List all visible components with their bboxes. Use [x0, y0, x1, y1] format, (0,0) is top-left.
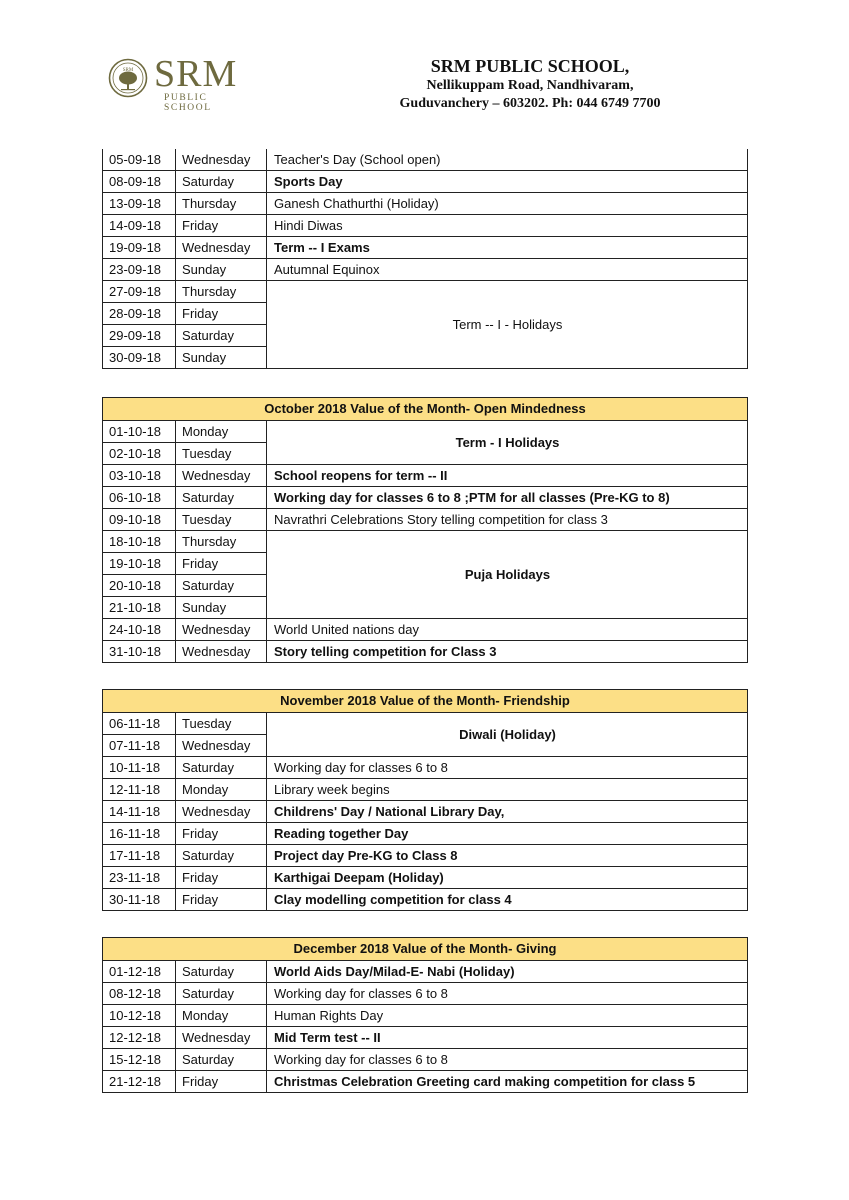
table-row	[103, 713, 748, 735]
date-cell: 30-11-18	[103, 889, 176, 911]
date-cell: 10-11-18	[103, 757, 176, 779]
day-cell: Wednesday	[176, 465, 267, 487]
table-row	[103, 1027, 748, 1049]
event-cell: Diwali (Holiday)	[267, 713, 748, 757]
table-row	[103, 845, 748, 867]
event-cell: World United nations day	[267, 619, 748, 641]
event-cell: Term - I Holidays	[267, 421, 748, 465]
december-calendar-table	[102, 937, 748, 1093]
day-cell: Friday	[176, 553, 267, 575]
date-cell: 03-10-18	[103, 465, 176, 487]
date-cell: 12-11-18	[103, 779, 176, 801]
event-cell: Teacher's Day (School open)	[267, 149, 748, 171]
table-row	[103, 193, 748, 215]
day-cell: Wednesday	[176, 619, 267, 641]
month-title: October 2018 Value of the Month- Open Mindedness	[103, 398, 748, 421]
month-header-row	[103, 398, 748, 421]
day-cell: Monday	[176, 421, 267, 443]
date-cell: 02-10-18	[103, 443, 176, 465]
date-cell: 21-12-18	[103, 1071, 176, 1093]
day-cell: Saturday	[176, 1049, 267, 1071]
event-cell: Project day Pre-KG to Class 8	[267, 845, 748, 867]
date-cell: 23-11-18	[103, 867, 176, 889]
month-title: November 2018 Value of the Month- Friendship	[103, 690, 748, 713]
month-header-row	[103, 690, 748, 713]
event-cell: Autumnal Equinox	[267, 259, 748, 281]
event-cell: Christmas Celebration Greeting card making competition for class 5	[267, 1071, 748, 1093]
day-cell: Wednesday	[176, 149, 267, 171]
november-calendar-table	[102, 689, 748, 911]
date-cell: 19-09-18	[103, 237, 176, 259]
month-header-row	[103, 938, 748, 961]
date-cell: 20-10-18	[103, 575, 176, 597]
table-row	[103, 1049, 748, 1071]
day-cell: Saturday	[176, 487, 267, 509]
day-cell: Friday	[176, 1071, 267, 1093]
table-row	[103, 619, 748, 641]
date-cell: 15-12-18	[103, 1049, 176, 1071]
event-cell: Working day for classes 6 to 8	[267, 983, 748, 1005]
day-cell: Thursday	[176, 193, 267, 215]
table-row	[103, 983, 748, 1005]
day-cell: Saturday	[176, 845, 267, 867]
day-cell: Wednesday	[176, 1027, 267, 1049]
logo-subtitle: PUBLIC SCHOOL	[164, 93, 212, 113]
september-calendar-table	[102, 149, 748, 369]
event-cell: Term -- I - Holidays	[267, 281, 748, 369]
day-cell: Friday	[176, 303, 267, 325]
school-address-line2: Guduvanchery – 603202. Ph: 044 6749 7700	[399, 96, 661, 111]
date-cell: 08-12-18	[103, 983, 176, 1005]
event-cell: Karthigai Deepam (Holiday)	[267, 867, 748, 889]
date-cell: 28-09-18	[103, 303, 176, 325]
date-cell: 19-10-18	[103, 553, 176, 575]
day-cell: Friday	[176, 215, 267, 237]
table-row	[103, 259, 748, 281]
date-cell: 08-09-18	[103, 171, 176, 193]
table-row	[103, 149, 748, 171]
event-cell: Sports Day	[267, 171, 748, 193]
date-cell: 18-10-18	[103, 531, 176, 553]
table-row	[103, 171, 748, 193]
event-cell: Library week begins	[267, 779, 748, 801]
school-logo	[108, 53, 258, 113]
event-cell: Mid Term test -- II	[267, 1027, 748, 1049]
day-cell: Monday	[176, 1005, 267, 1027]
day-cell: Sunday	[176, 597, 267, 619]
event-cell: World Aids Day/Milad-E- Nabi (Holiday)	[267, 961, 748, 983]
event-cell: Working day for classes 6 to 8 ;PTM for all classes (Pre-KG to 8)	[267, 487, 748, 509]
date-cell: 09-10-18	[103, 509, 176, 531]
day-cell: Tuesday	[176, 443, 267, 465]
event-cell: Hindi Diwas	[267, 215, 748, 237]
day-cell: Tuesday	[176, 509, 267, 531]
day-cell: Wednesday	[176, 735, 267, 757]
month-title: December 2018 Value of the Month- Giving	[103, 938, 748, 961]
table-row	[103, 215, 748, 237]
date-cell: 01-12-18	[103, 961, 176, 983]
october-calendar-table	[102, 397, 748, 663]
day-cell: Wednesday	[176, 801, 267, 823]
date-cell: 10-12-18	[103, 1005, 176, 1027]
date-cell: 21-10-18	[103, 597, 176, 619]
event-cell: Working day for classes 6 to 8	[267, 1049, 748, 1071]
table-row	[103, 867, 748, 889]
date-cell: 05-09-18	[103, 149, 176, 171]
table-row	[103, 487, 748, 509]
day-cell: Saturday	[176, 171, 267, 193]
day-cell: Sunday	[176, 259, 267, 281]
day-cell: Saturday	[176, 961, 267, 983]
table-row	[103, 281, 748, 303]
table-row	[103, 889, 748, 911]
date-cell: 31-10-18	[103, 641, 176, 663]
day-cell: Sunday	[176, 347, 267, 369]
day-cell: Thursday	[176, 531, 267, 553]
school-address-line1: Nellikuppam Road, Nandhivaram,	[426, 78, 634, 93]
school-heading	[340, 55, 720, 113]
day-cell: Saturday	[176, 325, 267, 347]
table-row	[103, 757, 748, 779]
date-cell: 07-11-18	[103, 735, 176, 757]
seal-text: SRM	[122, 68, 134, 73]
school-name: SRM PUBLIC SCHOOL,	[430, 56, 630, 76]
date-cell: 01-10-18	[103, 421, 176, 443]
date-cell: 23-09-18	[103, 259, 176, 281]
table-row	[103, 509, 748, 531]
day-cell: Tuesday	[176, 713, 267, 735]
date-cell: 12-12-18	[103, 1027, 176, 1049]
day-cell: Saturday	[176, 575, 267, 597]
event-cell: Navrathri Celebrations Story telling competition for class 3	[267, 509, 748, 531]
date-cell: 17-11-18	[103, 845, 176, 867]
day-cell: Wednesday	[176, 237, 267, 259]
day-cell: Saturday	[176, 757, 267, 779]
table-row	[103, 237, 748, 259]
day-cell: Thursday	[176, 281, 267, 303]
table-row	[103, 1071, 748, 1093]
event-cell: Ganesh Chathurthi (Holiday)	[267, 193, 748, 215]
event-cell: Clay modelling competition for class 4	[267, 889, 748, 911]
table-row	[103, 465, 748, 487]
day-cell: Wednesday	[176, 641, 267, 663]
event-cell: Human Rights Day	[267, 1005, 748, 1027]
event-cell: Puja Holidays	[267, 531, 748, 619]
date-cell: 16-11-18	[103, 823, 176, 845]
date-cell: 24-10-18	[103, 619, 176, 641]
date-cell: 29-09-18	[103, 325, 176, 347]
tree-seal-icon	[108, 58, 148, 98]
event-cell: Childrens' Day / National Library Day,	[267, 801, 748, 823]
date-cell: 13-09-18	[103, 193, 176, 215]
event-cell: Working day for classes 6 to 8	[267, 757, 748, 779]
table-row	[103, 421, 748, 443]
day-cell: Monday	[176, 779, 267, 801]
day-cell: Saturday	[176, 983, 267, 1005]
day-cell: Friday	[176, 889, 267, 911]
date-cell: 14-09-18	[103, 215, 176, 237]
date-cell: 27-09-18	[103, 281, 176, 303]
day-cell: Friday	[176, 867, 267, 889]
day-cell: Friday	[176, 823, 267, 845]
event-cell: School reopens for term -- II	[267, 465, 748, 487]
logo-wordmark: SRM	[154, 53, 238, 95]
event-cell: Term -- I Exams	[267, 237, 748, 259]
table-row	[103, 961, 748, 983]
event-cell: Reading together Day	[267, 823, 748, 845]
event-cell: Story telling competition for Class 3	[267, 641, 748, 663]
date-cell: 06-10-18	[103, 487, 176, 509]
table-row	[103, 531, 748, 553]
date-cell: 30-09-18	[103, 347, 176, 369]
table-row	[103, 779, 748, 801]
table-row	[103, 641, 748, 663]
table-row	[103, 801, 748, 823]
table-row	[103, 823, 748, 845]
date-cell: 06-11-18	[103, 713, 176, 735]
date-cell: 14-11-18	[103, 801, 176, 823]
table-row	[103, 1005, 748, 1027]
